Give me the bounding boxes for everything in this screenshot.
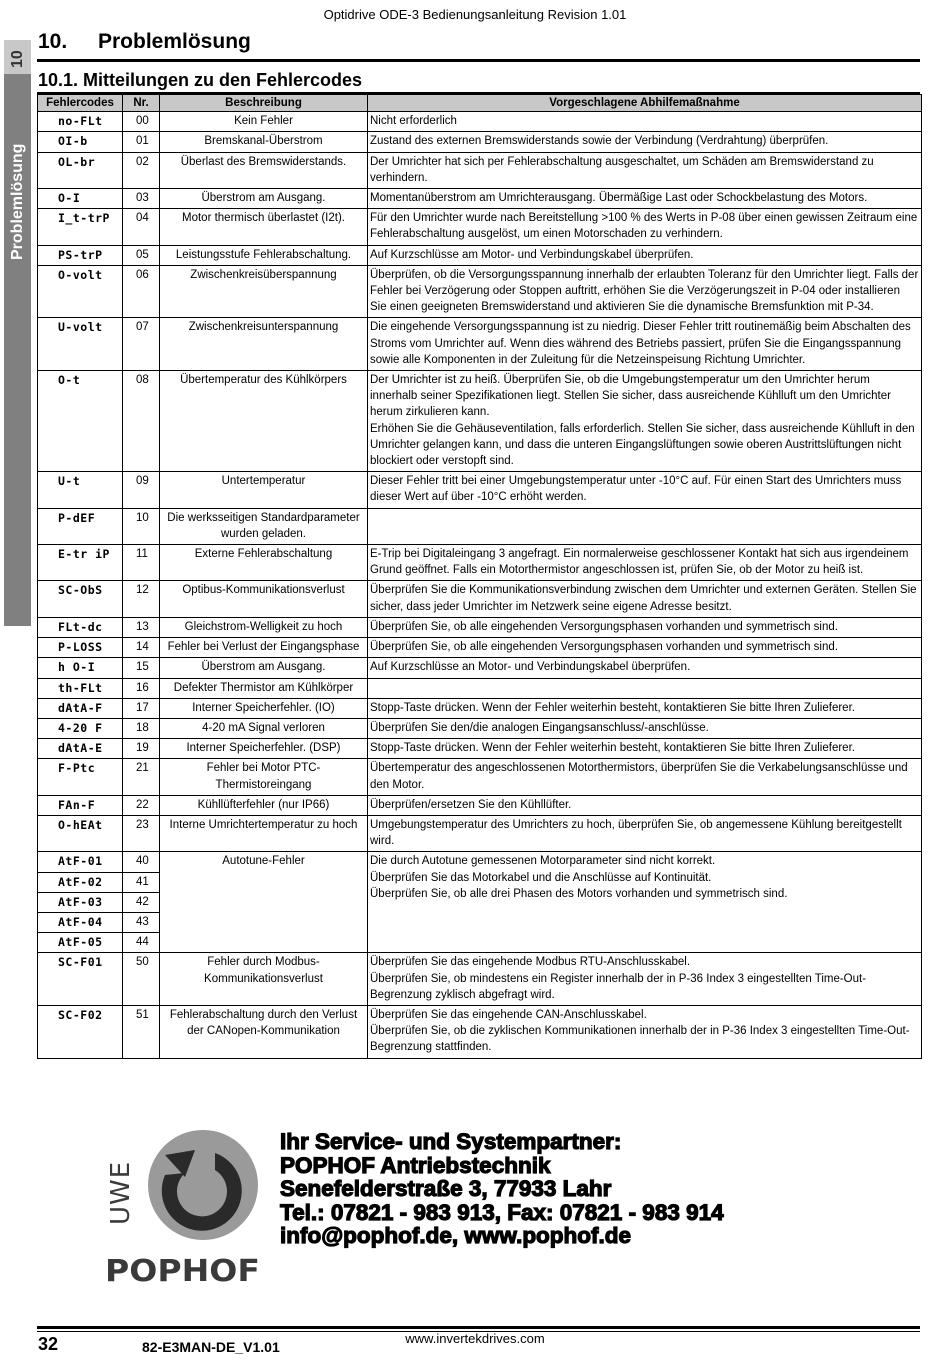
error-number-cell: 04	[123, 209, 160, 245]
error-code-cell: AtF-05	[38, 933, 123, 953]
remedy-text: Umgebungstemperatur des Umrichters zu hoch, überprüfen Sie, ob angemessene Kühlung bereitgestellt wird.	[370, 818, 902, 848]
error-number-cell: 02	[123, 152, 160, 188]
remedy-cell	[368, 189, 922, 209]
error-description-cell: Defekter Thermistor am Kühlkörper	[160, 678, 368, 698]
remedy-text-extra: Überprüfen Sie, ob die zyklischen Kommunikationen innerhalb der in P-36 Index 3 eingestellten Time-Out-Begrenzung stattfinden.	[370, 1025, 910, 1054]
error-code-cell: OI-b	[38, 132, 123, 152]
remedy-text: Überprüfen Sie das Motorkabel und die Anschlüsse auf Kontinuität.	[370, 871, 712, 884]
error-code-cell: AtF-04	[38, 912, 123, 932]
side-tab-label-box	[4, 40, 31, 626]
error-code-cell: SC-ObS	[38, 581, 123, 617]
error-number-cell: 00	[123, 112, 160, 132]
table-row	[38, 152, 922, 188]
error-code-cell: U-volt	[38, 318, 123, 371]
error-number-cell: 09	[123, 472, 160, 508]
table-row	[38, 132, 922, 152]
error-description-cell: Kein Fehler	[160, 112, 368, 132]
remedy-text: Überprüfen Sie das eingehende CAN-Anschlusskabel.	[370, 1008, 647, 1021]
error-description-cell: Optibus-Kommunikationsverlust	[160, 581, 368, 617]
error-description-cell: Interner Speicherfehler. (IO)	[160, 698, 368, 718]
table-header-row	[38, 95, 922, 112]
table-row	[38, 371, 922, 472]
remedy-text-extra: Überprüfen Sie, ob mindestens ein Register innerhalb der in P-36 Index 3 eingestellten Time-Out-Begrenzung zyklisch abgefragt wird.	[370, 972, 867, 1001]
side-tab-number: 10	[9, 50, 26, 68]
table-row	[38, 852, 922, 872]
error-description-cell: Fehler bei Verlust der Eingangsphase	[160, 638, 368, 658]
remedy-cell	[368, 318, 922, 371]
chapter-title: Problemlösung	[98, 30, 251, 53]
error-code-cell: P-LOSS	[38, 638, 123, 658]
error-description-cell: Zwischenkreisüberspannung	[160, 265, 368, 318]
error-number-cell: 21	[123, 759, 160, 795]
remedy-text: Überprüfen Sie, ob alle eingehenden Versorgungsphasen vorhanden und symmetrisch sind.	[370, 641, 838, 654]
remedy-text: Überprüfen Sie, ob alle eingehenden Versorgungsphasen vorhanden und symmetrisch sind.	[370, 620, 838, 633]
error-code-cell: dAtA-E	[38, 739, 123, 759]
error-description-cell: Überstrom am Ausgang.	[160, 658, 368, 678]
remedy-cell	[368, 678, 922, 698]
remedy-text: Stopp-Taste drücken. Wenn der Fehler weiterhin besteht, kontaktieren Sie bitte Ihren Zulieferer.	[370, 742, 855, 755]
error-number-cell: 03	[123, 189, 160, 209]
column-header-description: Beschreibung	[160, 95, 368, 112]
remedy-cell	[368, 795, 922, 815]
remedy-text: Der Umrichter ist zu heiß. Überprüfen Sie, ob die Umgebungstemperatur um den Umrichter herum innerhalb seiner Spezifikationen liegt. Stellen Sie sicher, dass ausreichende Kühlluft um den Umrichter herum zirkulieren kann.	[370, 374, 891, 419]
remedy-text: Momentanüberstrom am Umrichterausgang. Übermäßige Last oder Schockbelastung des Motors.	[370, 192, 868, 205]
remedy-text: Überprüfen Sie das eingehende Modbus RTU-Anschlusskabel.	[370, 956, 691, 969]
error-code-cell: I_t-trP	[38, 209, 123, 245]
table-row	[38, 472, 922, 508]
table-row	[38, 739, 922, 759]
error-code-cell: U-t	[38, 472, 123, 508]
remedy-cell	[368, 112, 922, 132]
contact-block	[280, 1130, 724, 1248]
page-number: 32	[38, 1334, 59, 1354]
table-row	[38, 318, 922, 371]
error-code-cell: FAn-F	[38, 795, 123, 815]
error-code-cell: no-FLt	[38, 112, 123, 132]
remedy-cell	[368, 638, 922, 658]
table-row	[38, 189, 922, 209]
table-row	[38, 112, 922, 132]
error-number-cell: 23	[123, 815, 160, 851]
remedy-cell	[368, 739, 922, 759]
error-code-cell: FLt-dc	[38, 617, 123, 637]
error-description-cell: Interner Speicherfehler. (DSP)	[160, 739, 368, 759]
table-row	[38, 508, 922, 544]
error-number-cell: 51	[123, 1005, 160, 1058]
remedy-cell	[368, 371, 922, 472]
remedy-cell	[368, 265, 922, 318]
error-description-cell: Fehler durch Modbus-Kommunikationsverlust	[160, 953, 368, 1006]
remedy-cell	[368, 852, 922, 953]
column-header-action: Vorgeschlagene Abhilfemaßnahme	[368, 95, 922, 112]
error-number-cell: 13	[123, 617, 160, 637]
error-description-cell: 4-20 mA Signal verloren	[160, 718, 368, 738]
column-header-code: Fehlercodes	[38, 95, 123, 112]
error-description-cell: Externe Fehlerabschaltung	[160, 545, 368, 581]
error-code-cell: E-tr iP	[38, 545, 123, 581]
error-code-cell: AtF-01	[38, 852, 123, 872]
remedy-cell	[368, 472, 922, 508]
table-row	[38, 245, 922, 265]
column-header-nr: Nr.	[123, 95, 160, 112]
error-number-cell: 08	[123, 371, 160, 472]
error-number-cell: 05	[123, 245, 160, 265]
remedy-text: E-Trip bei Digitaleingang 3 angefragt. Ein normalerweise geschlossener Kontakt hat sich aus irgendeinem Grund geöffnet. Falls ein Motorthermistor angeschlossen ist, prüfen Sie, ob der Motor zu heiß ist.	[370, 548, 909, 577]
remedy-cell	[368, 953, 922, 1006]
error-description-cell: Leistungsstufe Fehlerabschaltung.	[160, 245, 368, 265]
error-description-cell: Zwischenkreisunterspannung	[160, 318, 368, 371]
error-code-cell: O-volt	[38, 265, 123, 318]
error-number-cell: 07	[123, 318, 160, 371]
table-row	[38, 638, 922, 658]
error-number-cell: 01	[123, 132, 160, 152]
error-code-cell: O-I	[38, 189, 123, 209]
contact-line-company: POPHOF Antriebstechnik	[280, 1152, 551, 1178]
remedy-cell	[368, 718, 922, 738]
error-code-cell: h O-I	[38, 658, 123, 678]
contact-line-web: info@pophof.de, www.pophof.de	[280, 1223, 632, 1248]
remedy-cell	[368, 508, 922, 544]
chapter-number: 10.	[38, 30, 68, 53]
error-description-cell: Untertemperatur	[160, 472, 368, 508]
table-row	[38, 815, 922, 851]
error-code-cell: dAtA-F	[38, 698, 123, 718]
table-body	[38, 112, 922, 1058]
error-number-cell: 11	[123, 545, 160, 581]
error-description-cell: Interne Umrichtertemperatur zu hoch	[160, 815, 368, 851]
chapter-side-tab	[4, 40, 31, 626]
contact-line-phone: Tel.: 07821 - 983 913, Fax: 07821 - 983 914	[280, 1199, 724, 1225]
footer-divider-thick	[37, 1326, 920, 1329]
remedy-text: Auf Kurzschlüsse an Motor- und Verbindungskabel überprüfen.	[370, 661, 691, 674]
contact-line-service: Ihr Service- und Systempartner:	[280, 1129, 622, 1154]
error-description-cell: Fehlerabschaltung durch den Verlust der CANopen-Kommunikation	[160, 1005, 368, 1058]
remedy-text-extra: Erhöhen Sie die Gehäuseventilation, falls erforderlich. Stellen Sie sicher, dass ausreichende Kühlluft in den Umrichter gelangen kann, und dass die unteren Eingangslüftungen sowie oberen Austrittslüftungen nicht blockiert oder verstopft sind.	[370, 422, 915, 468]
error-description-cell: Bremskanal-Überstrom	[160, 132, 368, 152]
table-row	[38, 759, 922, 795]
remedy-text: Überprüfen, ob die Versorgungsspannung innerhalb der erlaubten Toleranz für den Umrichter liegt. Falls der Fehler bei Verzögerung oder Stoppen auftritt, erhöhen Sie die Verzögerungszeit in P-04 oder installieren Sie einen geeigneten Bremswiderstand und aktivieren Sie die dynamische Bremsfunktion mit P-34.	[370, 268, 919, 314]
error-number-cell: 22	[123, 795, 160, 815]
table-row	[38, 581, 922, 617]
remedy-text: Auf Kurzschlüsse am Motor- und Verbindungskabel überprüfen.	[370, 248, 694, 261]
side-tab-label: Problemlösung	[9, 143, 26, 260]
table-row	[38, 658, 922, 678]
remedy-cell	[368, 658, 922, 678]
error-number-cell: 12	[123, 581, 160, 617]
remedy-text: Die durch Autotune gemessenen Motorparameter sind nicht korrekt.	[370, 855, 716, 868]
table-row	[38, 678, 922, 698]
error-code-cell: AtF-02	[38, 872, 123, 892]
error-number-cell: 50	[123, 953, 160, 1006]
table-row	[38, 545, 922, 581]
remedy-text: Stopp-Taste drücken. Wenn der Fehler weiterhin besteht, kontaktieren Sie bitte Ihren Zulieferer.	[370, 701, 855, 714]
chapter-heading	[38, 30, 251, 54]
remedy-cell	[368, 152, 922, 188]
remedy-text: Für den Umrichter wurde nach Bereitstellung >100 % des Werts in P-08 über einen gewissen Zeitraum eine Fehlerabschaltung ausgelöst, um einen Motorschaden zu verhindern.	[370, 212, 918, 241]
error-number-cell: 42	[123, 892, 160, 912]
error-description-cell: Die werksseitigen Standardparameter wurden geladen.	[160, 508, 368, 544]
remedy-cell	[368, 245, 922, 265]
table-row	[38, 953, 922, 1006]
error-description-cell: Überlast des Bremswiderstands.	[160, 152, 368, 188]
pophof-logo	[105, 1125, 260, 1285]
error-number-cell: 14	[123, 638, 160, 658]
remedy-text: Überprüfen Sie den/die analogen Eingangsanschluss/-anschlüsse.	[370, 721, 709, 734]
error-code-table	[37, 94, 922, 1059]
remedy-text: Überprüfen Sie die Kommunikationsverbindung zwischen dem Umrichter und externen Geräten. Stellen Sie sicher, dass jeder Umrichter im Netzwerk seine eigene Adresse besitzt.	[370, 584, 917, 613]
error-code-cell: P-dEF	[38, 508, 123, 544]
error-code-cell: O-t	[38, 371, 123, 472]
section-heading: 10.1. Mitteilungen zu den Fehlercodes	[38, 70, 363, 90]
error-code-cell: SC-F02	[38, 1005, 123, 1058]
error-number-cell: 15	[123, 658, 160, 678]
error-number-cell: 10	[123, 508, 160, 544]
error-code-cell: AtF-03	[38, 892, 123, 912]
error-number-cell: 16	[123, 678, 160, 698]
error-code-cell: 4-20 F	[38, 718, 123, 738]
error-number-cell: 17	[123, 698, 160, 718]
error-description-cell: Motor thermisch überlastet (I2t).	[160, 209, 368, 245]
remedy-cell	[368, 815, 922, 851]
table-row	[38, 209, 922, 245]
remedy-cell	[368, 698, 922, 718]
remedy-cell	[368, 581, 922, 617]
error-code-cell: F-Ptc	[38, 759, 123, 795]
error-code-cell: O-hEAt	[38, 815, 123, 851]
remedy-text: Übertemperatur des angeschlossenen Motorthermistors, überprüfen Sie die Verkabelungsanschlüsse und den Motor.	[370, 762, 908, 791]
contact-line-address: Senefelderstraße 3, 77933 Lahr	[280, 1176, 612, 1201]
error-number-cell: 43	[123, 912, 160, 932]
error-description-cell: Fehler bei Motor PTC-Thermistoreingang	[160, 759, 368, 795]
table-row	[38, 265, 922, 318]
website-link[interactable]: www.invertekdrives.com	[405, 1331, 545, 1346]
document-header-title: Optidrive ODE-3 Bedienungsanleitung Revision 1.01	[323, 7, 627, 22]
error-number-cell: 18	[123, 718, 160, 738]
remedy-cell	[368, 132, 922, 152]
error-number-cell: 44	[123, 933, 160, 953]
error-number-cell: 41	[123, 872, 160, 892]
chapter-divider	[37, 59, 920, 62]
table-row	[38, 795, 922, 815]
error-number-cell: 19	[123, 739, 160, 759]
document-id: 82-E3MAN-DE_V1.01	[142, 1339, 280, 1355]
logo-brand-text: POPHOF	[105, 1254, 260, 1285]
remedy-text: Dieser Fehler tritt bei einer Umgebungstemperatur unter -10°C auf. Für einen Start des Umrichters muss dieser Wert auf über -10°C erhöht werden.	[370, 475, 902, 504]
error-description-cell: Überstrom am Ausgang.	[160, 189, 368, 209]
error-number-cell: 06	[123, 265, 160, 318]
error-code-cell: PS-trP	[38, 245, 123, 265]
remedy-text: Nicht erforderlich	[370, 115, 457, 128]
remedy-text: Zustand des externen Bremswiderstands sowie der Verbindung (Verdrahtung) überprüfen.	[370, 135, 829, 148]
error-description-cell: Autotune-Fehler	[160, 852, 368, 953]
table-row	[38, 718, 922, 738]
table-row	[38, 617, 922, 637]
error-code-cell: OL-br	[38, 152, 123, 188]
remedy-text: Der Umrichter hat sich per Fehlerabschaltung ausgeschaltet, um Schäden am Bremswiderstand zu verhindern.	[370, 155, 874, 184]
error-description-cell: Übertemperatur des Kühlkörpers	[160, 371, 368, 472]
remedy-text: Überprüfen Sie, ob alle drei Phasen des Motors vorhanden und symmetrisch sind.	[370, 887, 788, 900]
remedy-cell	[368, 617, 922, 637]
table-row	[38, 698, 922, 718]
table-row	[38, 1005, 922, 1058]
remedy-cell	[368, 1005, 922, 1058]
error-code-cell: th-FLt	[38, 678, 123, 698]
error-code-cell: SC-F01	[38, 953, 123, 1006]
error-number-cell: 40	[123, 852, 160, 872]
error-description-cell: Kühllüfterfehler (nur IP66)	[160, 795, 368, 815]
remedy-cell	[368, 209, 922, 245]
error-description-cell: Gleichstrom-Welligkeit zu hoch	[160, 617, 368, 637]
remedy-text: Die eingehende Versorgungsspannung ist zu niedrig. Dieser Fehler tritt routinemäßig beim Abschalten des Stroms vom Umrichter auf. Wenn dies während des Betriebs passiert, prüfen Sie die Eingangsspannung sowie alle Komponenten in der Zuleitung für die Netzeinspeisung Richtung Umrichter.	[370, 321, 911, 366]
logo-vertical-text: UWE	[106, 1160, 136, 1225]
remedy-text: Überprüfen/ersetzen Sie den Kühllüfter.	[370, 798, 572, 811]
remedy-cell	[368, 759, 922, 795]
remedy-cell	[368, 545, 922, 581]
